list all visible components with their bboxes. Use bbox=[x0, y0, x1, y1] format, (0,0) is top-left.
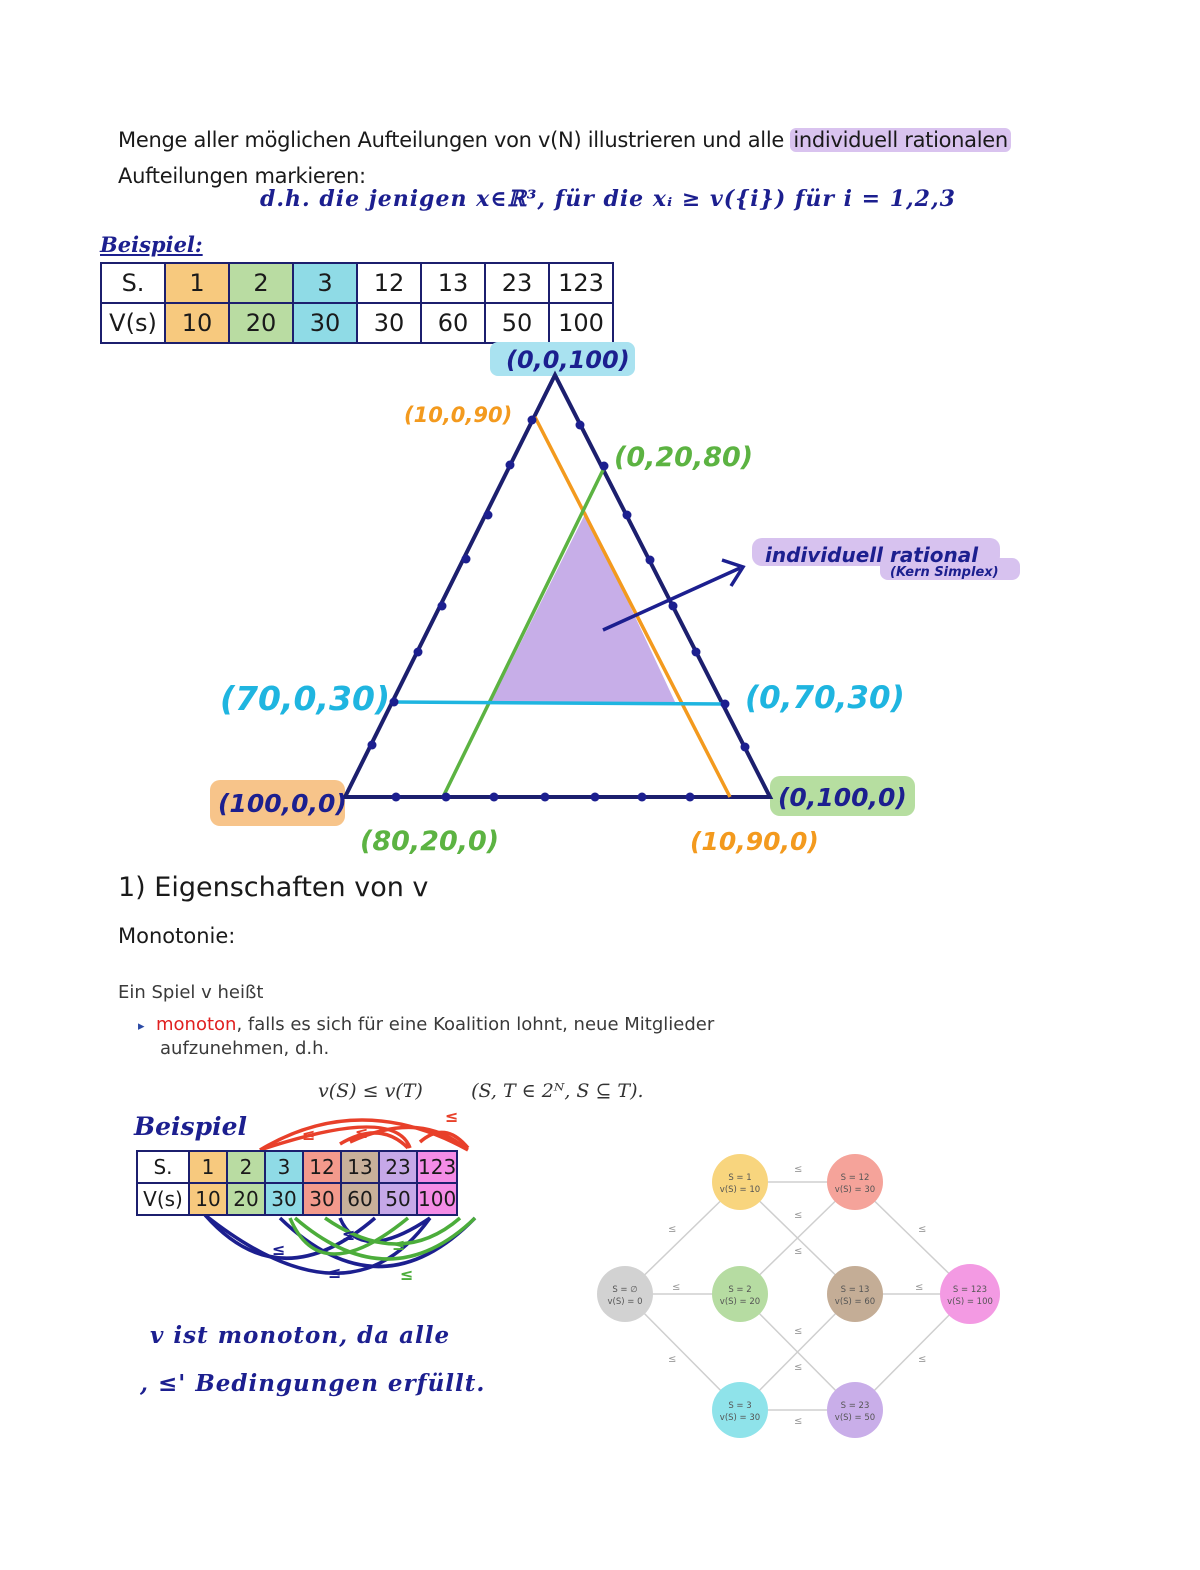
table2-header-row bbox=[137, 1151, 457, 1183]
conclusion-line-1: v ist monoton, da alle bbox=[150, 1322, 451, 1349]
line2-top-label: (0,20,80) bbox=[614, 442, 754, 473]
simplex-diagram bbox=[0, 330, 1200, 870]
lattice-node-23 bbox=[827, 1382, 883, 1438]
value-table-2 bbox=[136, 1150, 458, 1216]
table1-header-row bbox=[101, 263, 613, 303]
lattice-node-1 bbox=[712, 1154, 768, 1210]
table1-coalition: 23 bbox=[485, 263, 549, 303]
definition-bullet bbox=[138, 1012, 758, 1039]
arrow-symbol: ≤ bbox=[392, 1235, 406, 1254]
right-vertex-label: (0,100,0) bbox=[778, 783, 907, 812]
lattice-leq: ≤ bbox=[794, 1164, 803, 1175]
svg-text:v(S) = 60: v(S) = 60 bbox=[834, 1297, 876, 1307]
arrow-symbol: ≤ bbox=[400, 1265, 414, 1284]
lattice-node-12 bbox=[827, 1154, 883, 1210]
lattice-leq: ≤ bbox=[672, 1282, 681, 1293]
svg-text:v(S) = 30: v(S) = 30 bbox=[719, 1413, 761, 1423]
table2-value: 30 bbox=[265, 1183, 303, 1215]
table1-value: 30 bbox=[357, 303, 421, 343]
lattice-leq: ≤ bbox=[915, 1282, 924, 1293]
line2-bottom-label: (80,20,0) bbox=[360, 826, 500, 857]
svg-text:S = 13: S = 13 bbox=[840, 1285, 870, 1295]
intro-text bbox=[118, 122, 1078, 194]
table2-value: 100 bbox=[417, 1183, 457, 1215]
lattice-node-13 bbox=[827, 1266, 883, 1322]
arrow-symbol: ≤ bbox=[328, 1263, 342, 1282]
svg-text:S = ∅: S = ∅ bbox=[612, 1285, 638, 1295]
table1-coalition: 12 bbox=[357, 263, 421, 303]
table1-coalition: 2 bbox=[229, 263, 293, 303]
table2-value: 20 bbox=[227, 1183, 265, 1215]
table2-coalition: 12 bbox=[303, 1151, 341, 1183]
lattice-node-123 bbox=[940, 1264, 1000, 1324]
table2-coalition: 3 bbox=[265, 1151, 303, 1183]
table2-coalition: 123 bbox=[417, 1151, 457, 1183]
svg-text:v(S) = 0: v(S) = 0 bbox=[607, 1297, 643, 1307]
svg-text:v(S) = 10: v(S) = 10 bbox=[719, 1185, 761, 1195]
lattice-leq: ≤ bbox=[794, 1416, 803, 1427]
arrow-symbol: ≤ bbox=[272, 1240, 286, 1259]
table2-value-row bbox=[137, 1183, 457, 1215]
table2-coalition: 13 bbox=[341, 1151, 379, 1183]
beispiel-label-1: Beispiel: bbox=[100, 232, 203, 257]
line1-bottom-label: (10,90,0) bbox=[690, 827, 819, 856]
line-x3-30 bbox=[393, 702, 727, 704]
lattice-leq: ≤ bbox=[794, 1326, 803, 1337]
lattice-leq: ≤ bbox=[794, 1246, 803, 1257]
definition-rest-1: , falls es sich für eine Koalition lohnt, neue Mitglieder bbox=[236, 1014, 715, 1035]
svg-text:S = 12: S = 12 bbox=[840, 1173, 870, 1183]
table2-value: 30 bbox=[303, 1183, 341, 1215]
lattice-node-empty bbox=[597, 1266, 653, 1322]
intro-part2: Aufteilungen markieren: bbox=[118, 164, 366, 188]
lattice-leq: ≤ bbox=[794, 1210, 803, 1221]
lattice-leq: ≤ bbox=[918, 1224, 927, 1235]
table1-coalition: 13 bbox=[421, 263, 485, 303]
table1-value: 50 bbox=[485, 303, 549, 343]
table2-value: 10 bbox=[189, 1183, 227, 1215]
definition-intro: Ein Spiel v heißt bbox=[118, 982, 264, 1003]
region-label: individuell rational bbox=[765, 543, 979, 567]
table1-coalition: 3 bbox=[293, 263, 357, 303]
table2-value-label: V(s) bbox=[137, 1183, 189, 1215]
intro-part1: Menge aller möglichen Aufteilungen von v(N) illustrieren und alle bbox=[118, 128, 791, 152]
svg-text:v(S) = 50: v(S) = 50 bbox=[834, 1413, 876, 1423]
table2-value: 60 bbox=[341, 1183, 379, 1215]
lattice-leq: ≤ bbox=[918, 1354, 927, 1365]
coalition-lattice bbox=[580, 1130, 1040, 1450]
table1-value: 60 bbox=[421, 303, 485, 343]
lattice-node-2 bbox=[712, 1266, 768, 1322]
table1-value: 20 bbox=[229, 303, 293, 343]
lattice-leq: ≤ bbox=[794, 1362, 803, 1373]
svg-text:S = 123: S = 123 bbox=[952, 1285, 988, 1295]
monotonicity-formula: v(S) ≤ v(T) (S, T ∈ 2ᴺ, S ⊆ T). bbox=[318, 1080, 644, 1102]
arrow-symbol: ≤ bbox=[342, 1225, 356, 1244]
bullet-icon: ▸ bbox=[138, 1019, 145, 1034]
handwritten-note-ir: d.h. die jenigen x∈ℝ³, für die xᵢ ≥ v({i}) für i = 1,2,3 bbox=[260, 186, 956, 212]
line3-right-label: (0,70,30) bbox=[745, 680, 905, 716]
table2-value: 50 bbox=[379, 1183, 417, 1215]
svg-text:S = 1: S = 1 bbox=[728, 1173, 752, 1183]
line3-left-label: (70,0,30) bbox=[220, 679, 391, 718]
svg-text:S = 3: S = 3 bbox=[728, 1401, 752, 1411]
section-heading: 1) Eigenschaften von v bbox=[118, 872, 429, 903]
table1-value-label: V(s) bbox=[101, 303, 165, 343]
lattice-leq: ≤ bbox=[668, 1354, 677, 1365]
svg-text:v(S) = 100: v(S) = 100 bbox=[947, 1297, 993, 1307]
left-vertex-label: (100,0,0) bbox=[218, 789, 347, 818]
table1-coalition: 1 bbox=[165, 263, 229, 303]
arrow-symbol: ≤ bbox=[445, 1107, 459, 1126]
line1-top-label: (10,0,90) bbox=[404, 403, 513, 427]
table2-header-label: S. bbox=[137, 1151, 189, 1183]
table1-value: 30 bbox=[293, 303, 357, 343]
region-sublabel: (Kern Simplex) bbox=[890, 565, 999, 580]
top-vertex-label: (0,0,100) bbox=[506, 346, 630, 374]
subheading: Monotonie: bbox=[118, 924, 236, 948]
definition-term: monoton bbox=[155, 1014, 237, 1035]
table1-value: 10 bbox=[165, 303, 229, 343]
svg-text:v(S) = 20: v(S) = 20 bbox=[719, 1297, 761, 1307]
table1-coalition: 123 bbox=[549, 263, 613, 303]
lattice-node-3 bbox=[712, 1382, 768, 1438]
beispiel-label-2: Beispiel bbox=[134, 1112, 247, 1141]
conclusion-line-2: , ≤' Bedingungen erfüllt. bbox=[140, 1370, 486, 1397]
arrow-symbol: ≤ bbox=[302, 1125, 316, 1144]
table2-coalition: 1 bbox=[189, 1151, 227, 1183]
lattice-leq: ≤ bbox=[668, 1224, 677, 1235]
svg-text:S = 23: S = 23 bbox=[840, 1401, 870, 1411]
definition-rest-2: aufzunehmen, d.h. bbox=[160, 1038, 330, 1059]
table2-coalition: 23 bbox=[379, 1151, 417, 1183]
table1-header-label: S. bbox=[101, 263, 165, 303]
table1-value: 100 bbox=[549, 303, 613, 343]
svg-text:v(S) = 30: v(S) = 30 bbox=[834, 1185, 876, 1195]
arrow-symbol: ≤ bbox=[355, 1123, 369, 1142]
table2-coalition: 2 bbox=[227, 1151, 265, 1183]
svg-text:S = 2: S = 2 bbox=[728, 1285, 752, 1295]
intro-highlight: individuell rationalen bbox=[790, 128, 1011, 152]
